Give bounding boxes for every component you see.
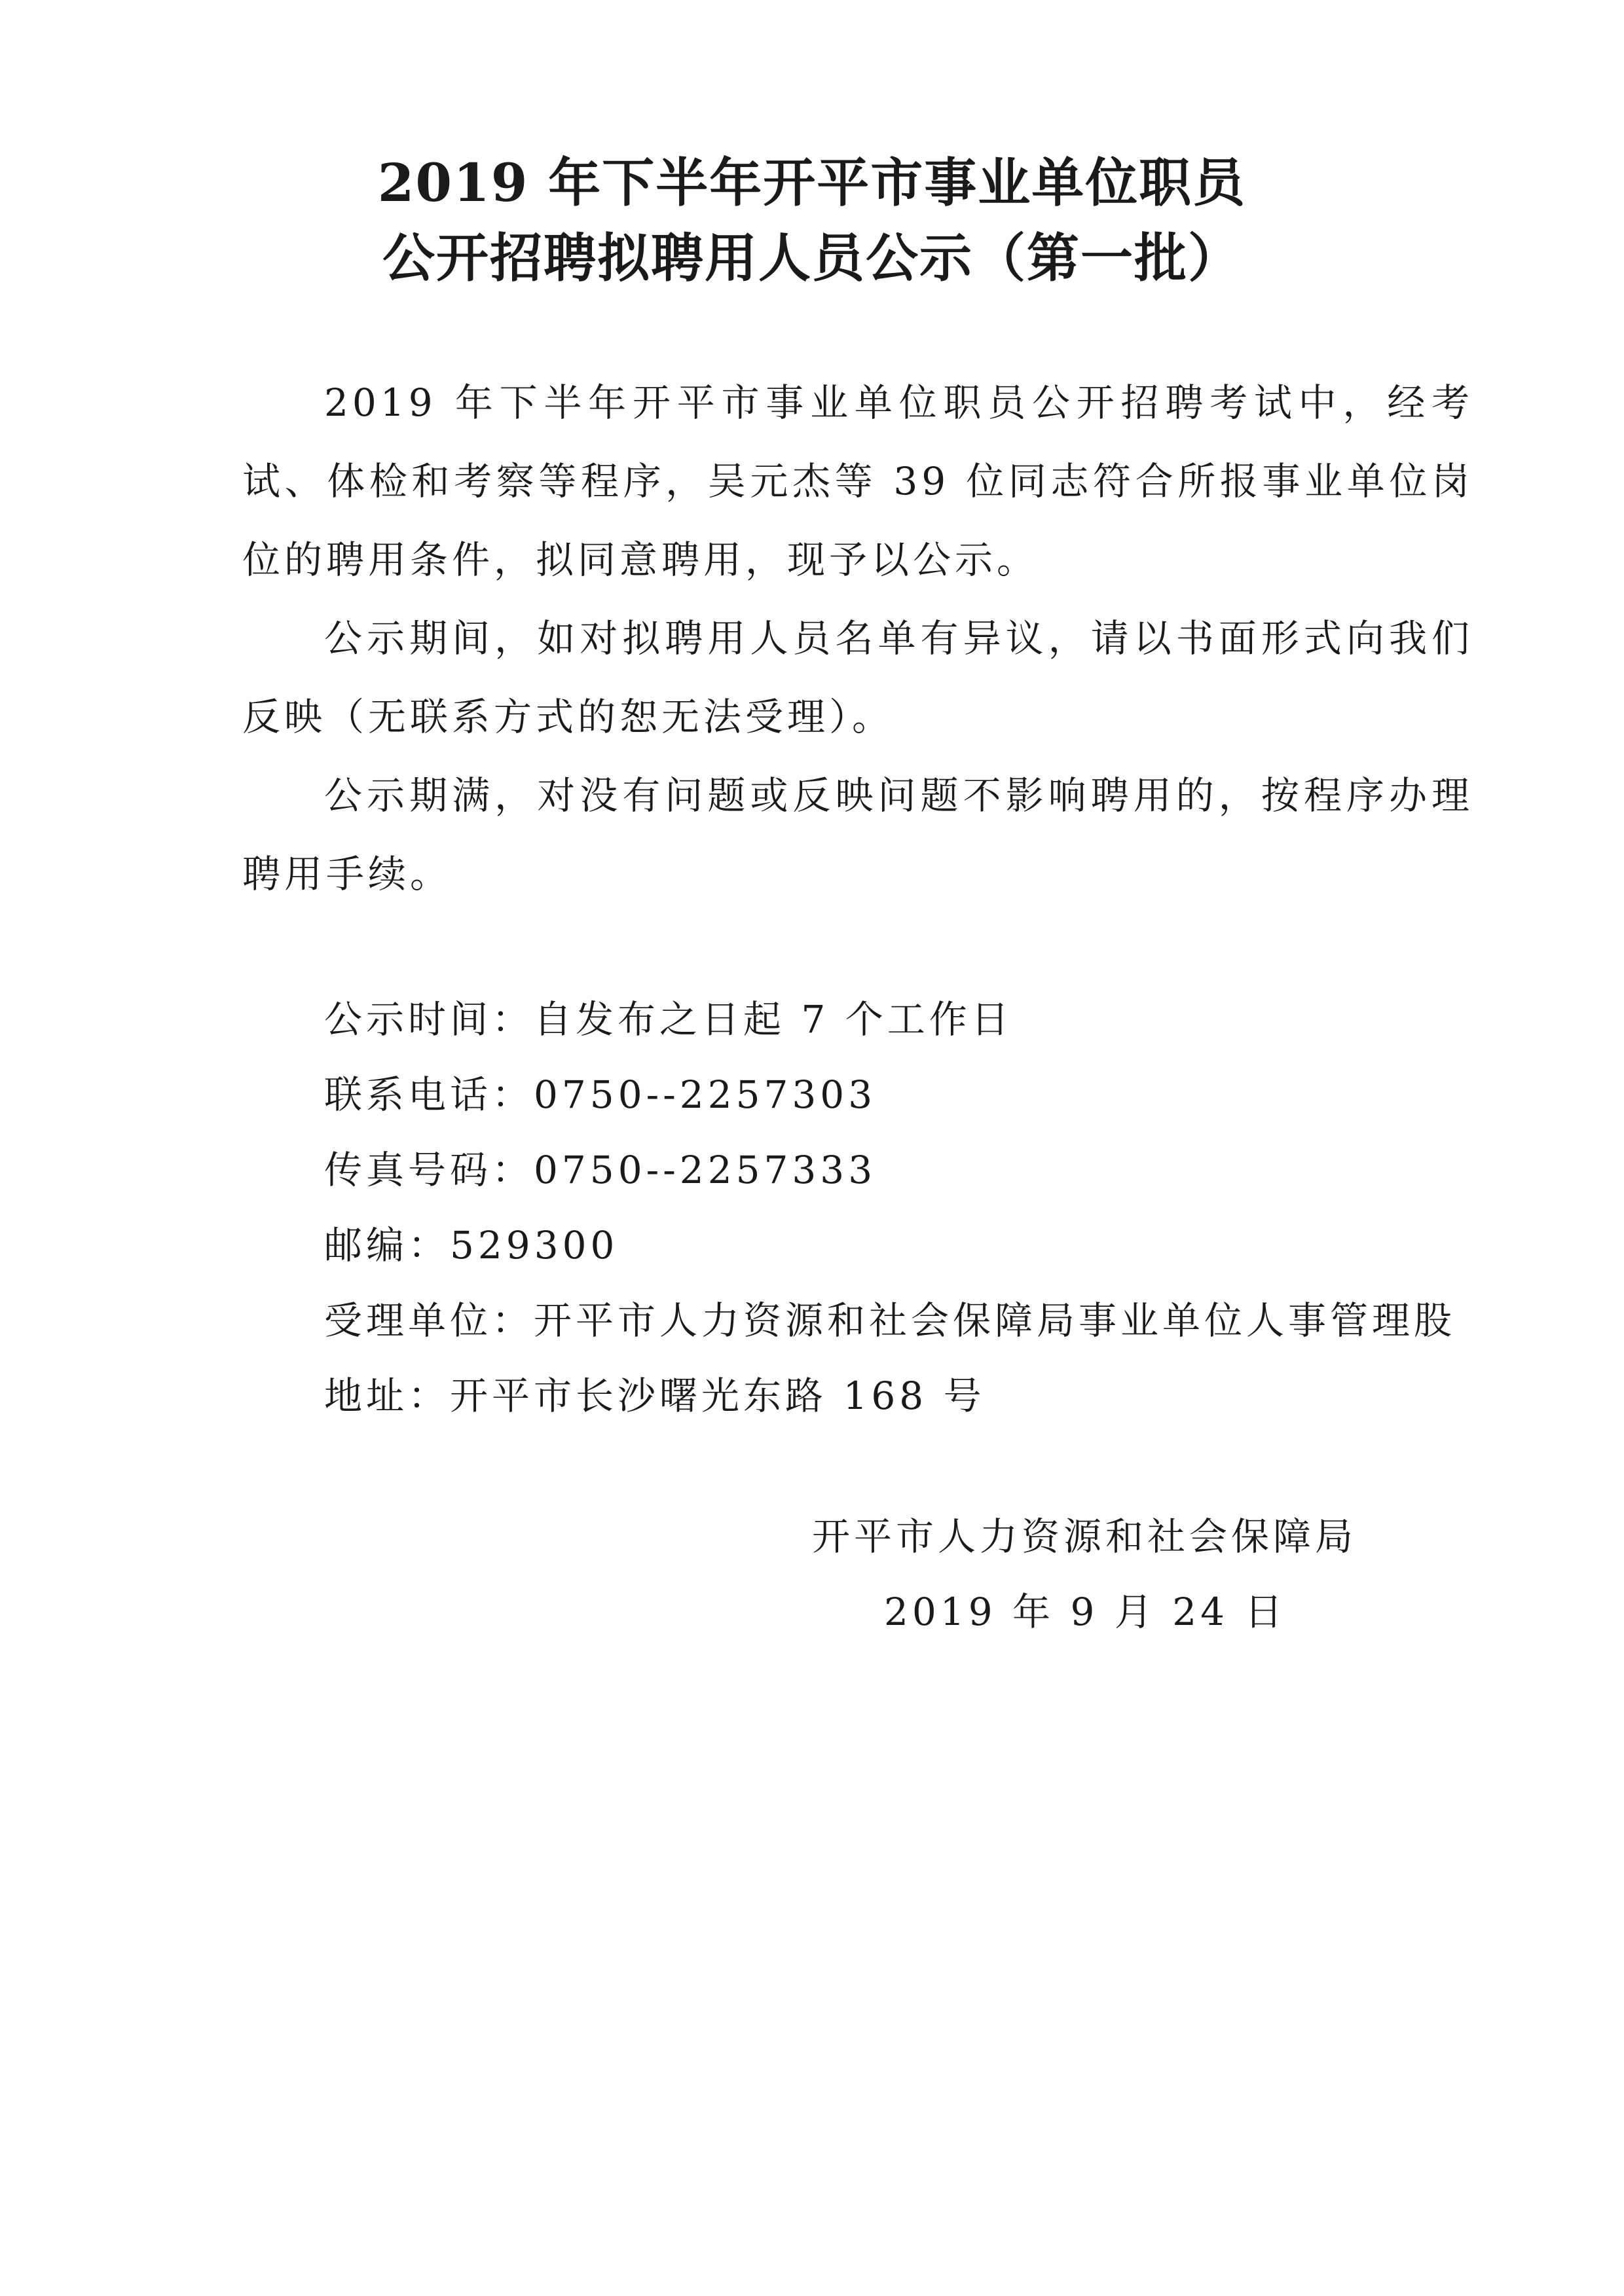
title-line-1: 2019 年下半年开平市事业单位职员	[377, 152, 1247, 213]
info-fax-number: 传真号码：0750--2257333	[324, 1148, 877, 1192]
signature-date: 2019 年 9 月 24 日	[884, 1590, 1287, 1634]
info-receiving-office: 受理单位：开平市人力资源和社会保障局事业单位人事管理股	[324, 1298, 1456, 1343]
paragraph-announcement: 2019 年下半年开平市事业单位职员公开招聘考试中，经考试、体检和考察等程序，吴元杰等 39 位同志符合所报事业单位岗位的聘用条件，拟同意聘用，现予以公示。	[242, 380, 1473, 582]
title-line-2: 公开招聘拟聘用人员公示（第一批）	[382, 227, 1242, 289]
signature-organization: 开平市人力资源和社会保障局	[812, 1514, 1357, 1559]
info-postal-code: 邮编：529300	[324, 1223, 619, 1267]
info-contact-phone: 联系电话：0750--2257303	[324, 1072, 877, 1117]
info-address: 地址：开平市长沙曙光东路 168 号	[324, 1374, 986, 1418]
paragraph-procedure: 公示期满，对没有问题或反映问题不影响聘用的，按程序办理聘用手续。	[242, 773, 1473, 896]
paragraph-objection: 公示期间，如对拟聘用人员名单有异议，请以书面形式向我们反映（无联系方式的恕无法受理）。	[242, 616, 1473, 739]
info-publicity-period: 公示时间：自发布之日起 7 个工作日	[324, 997, 1013, 1042]
